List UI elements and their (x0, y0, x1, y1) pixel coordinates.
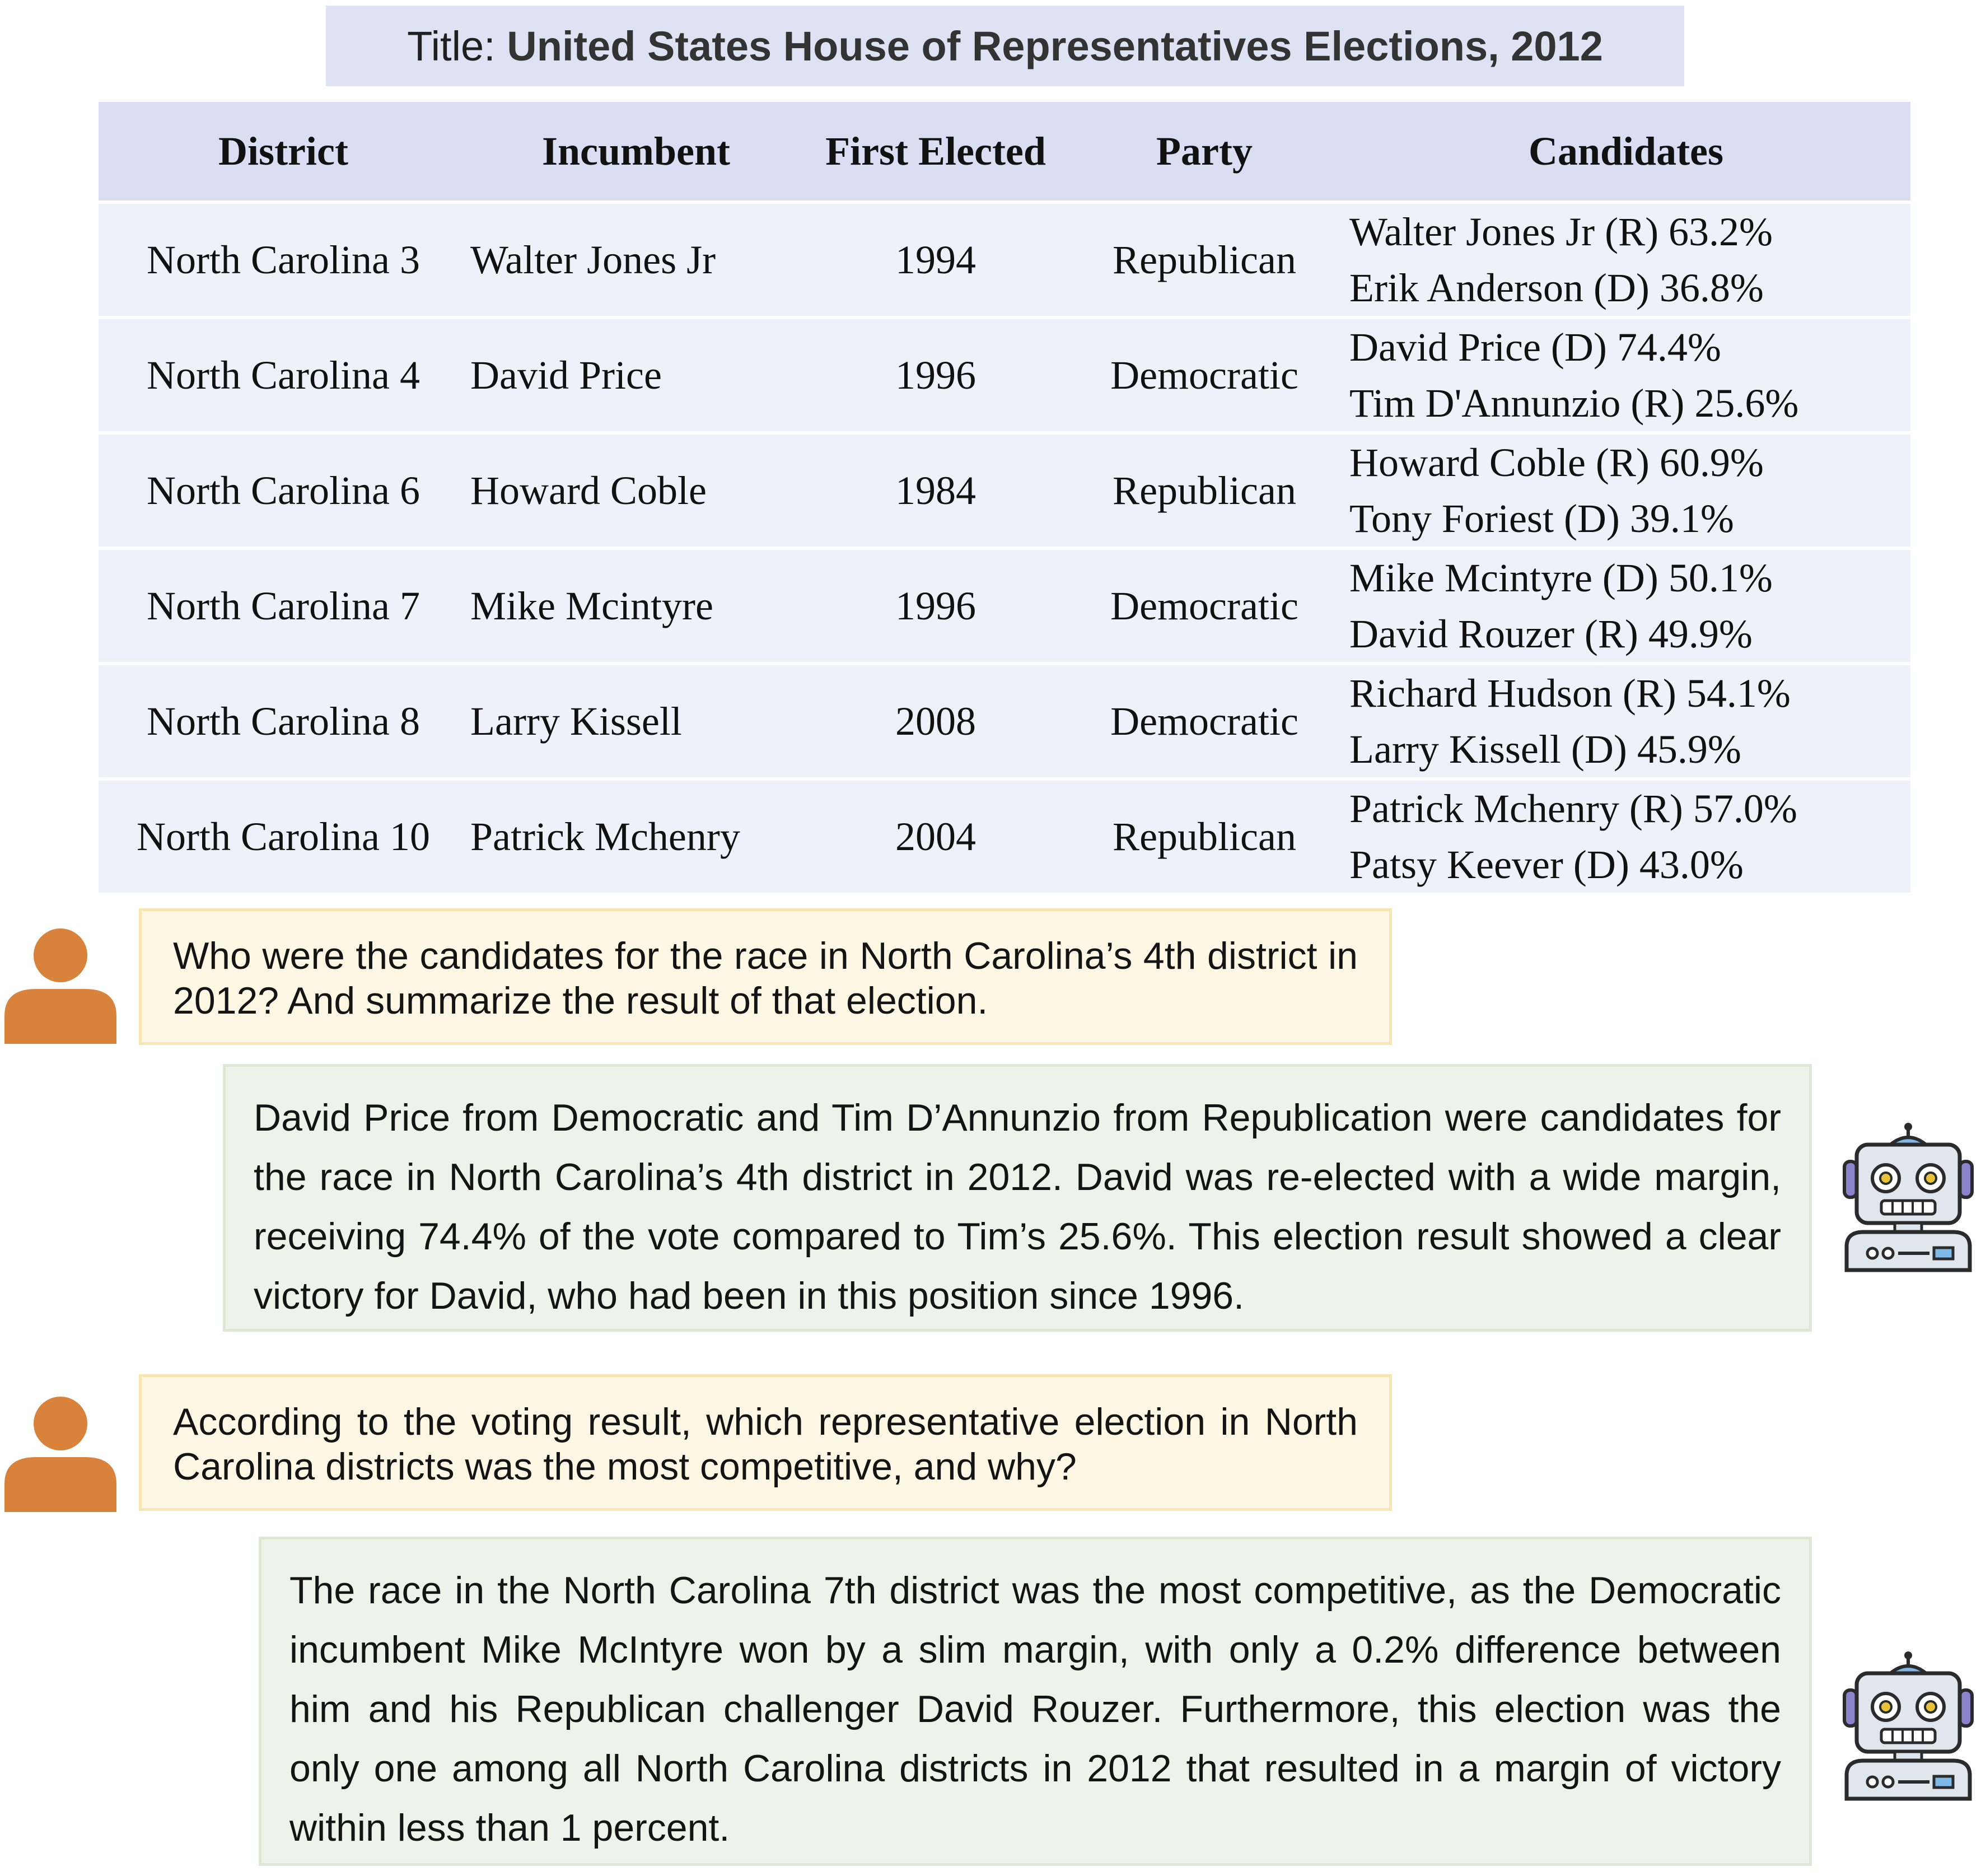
candidate-line: David Price (D) 74.4% (1349, 325, 1721, 370)
cell-first-elected: 1984 (895, 468, 976, 513)
candidate-line: Patrick Mchenry (R) 57.0% (1349, 786, 1797, 831)
elections-table-wrapper (99, 102, 1910, 887)
header-incumbent: Incumbent (468, 102, 804, 202)
cell-district: North Carolina 7 (147, 583, 420, 628)
table-header-row (99, 102, 1910, 202)
cell-incumbent: Mike Mcintyre (470, 583, 713, 628)
cell-district: North Carolina 4 (147, 352, 420, 398)
assistant-answer-2: The race in the North Carolina 7th district was the most competitive, as the Democratic incumbent Mike McIntyre won by a slim margin, with only a 0.2% difference between him and his Republican challenger David Rouzer. Furthermore, this election was the only one among all North Carolina districts in 2012 that resulted in a margin of victory within less than 1 percent. (259, 1537, 1812, 1866)
user-question-2: According to the voting result, which representative election in North Carolina districts was the most competitive, and why? (139, 1374, 1392, 1511)
elections-table (99, 102, 1910, 893)
cell-incumbent: Walter Jones Jr (470, 237, 716, 282)
cell-party: Republican (1113, 237, 1296, 282)
cell-district: North Carolina 3 (147, 237, 420, 282)
cell-candidates (1342, 548, 1910, 664)
cell-candidates (1342, 664, 1910, 779)
user-question-1: Who were the candidates for the race in North Carolina’s 4th district in 2012? And summarize the result of that election. (139, 908, 1392, 1045)
cell-incumbent: David Price (470, 352, 662, 398)
candidate-line: Mike Mcintyre (D) 50.1% (1349, 556, 1773, 600)
robot-icon (1835, 1651, 1981, 1802)
candidate-line: Tony Foriest (D) 39.1% (1349, 496, 1734, 541)
cell-incumbent: Howard Coble (470, 468, 707, 513)
cell-incumbent: Larry Kissell (470, 698, 682, 744)
header-district: District (99, 102, 468, 202)
cell-candidates (1342, 318, 1910, 433)
table-row (99, 318, 1910, 433)
table-row (99, 779, 1910, 893)
header-party: Party (1067, 102, 1342, 202)
cell-first-elected: 1996 (895, 583, 976, 628)
table-row (99, 202, 1910, 318)
candidate-line: David Rouzer (R) 49.9% (1349, 612, 1753, 656)
cell-incumbent: Patrick Mchenry (470, 814, 740, 859)
person-icon (4, 926, 116, 1044)
cell-candidates (1342, 779, 1910, 893)
candidate-line: Erik Anderson (D) 36.8% (1349, 265, 1764, 310)
candidate-line: Tim D'Annunzio (R) 25.6% (1349, 381, 1799, 426)
table-row (99, 664, 1910, 779)
cell-first-elected: 1994 (895, 237, 976, 282)
cell-first-elected: 1996 (895, 352, 976, 398)
robot-icon (1835, 1122, 1981, 1273)
table-row (99, 548, 1910, 664)
cell-party: Democratic (1110, 698, 1298, 744)
person-icon (4, 1394, 116, 1512)
header-first-elected: First Elected (804, 102, 1067, 202)
candidate-line: Richard Hudson (R) 54.1% (1349, 671, 1791, 716)
cell-first-elected: 2008 (895, 698, 976, 744)
candidate-line: Howard Coble (R) 60.9% (1349, 440, 1764, 485)
page-title (326, 6, 1684, 86)
cell-candidates (1342, 433, 1910, 548)
cell-candidates (1342, 202, 1910, 318)
candidate-line: Larry Kissell (D) 45.9% (1349, 727, 1741, 772)
title-text: United States House of Representatives Elections, 2012 (507, 22, 1603, 69)
cell-district: North Carolina 10 (137, 814, 430, 859)
candidate-line: Patsy Keever (D) 43.0% (1349, 842, 1744, 887)
cell-district: North Carolina 6 (147, 468, 420, 513)
cell-party: Republican (1113, 468, 1296, 513)
candidate-line: Walter Jones Jr (R) 63.2% (1349, 209, 1773, 254)
title-prefix: Title: (407, 22, 507, 69)
assistant-answer-1: David Price from Democratic and Tim D’Annunzio from Republication were candidates for the race in North Carolina’s 4th district in 2012. David was re-elected with a wide margin, receiving 74.4% of the vote compared to Tim’s 25.6%. This election result showed a clear victory for David, who had been in this position since 1996. (223, 1064, 1812, 1332)
cell-party: Democratic (1110, 352, 1298, 398)
table-row (99, 433, 1910, 548)
cell-party: Democratic (1110, 583, 1298, 628)
cell-party: Republican (1113, 814, 1296, 859)
cell-district: North Carolina 8 (147, 698, 420, 744)
cell-first-elected: 2004 (895, 814, 976, 859)
header-candidates: Candidates (1342, 102, 1910, 202)
